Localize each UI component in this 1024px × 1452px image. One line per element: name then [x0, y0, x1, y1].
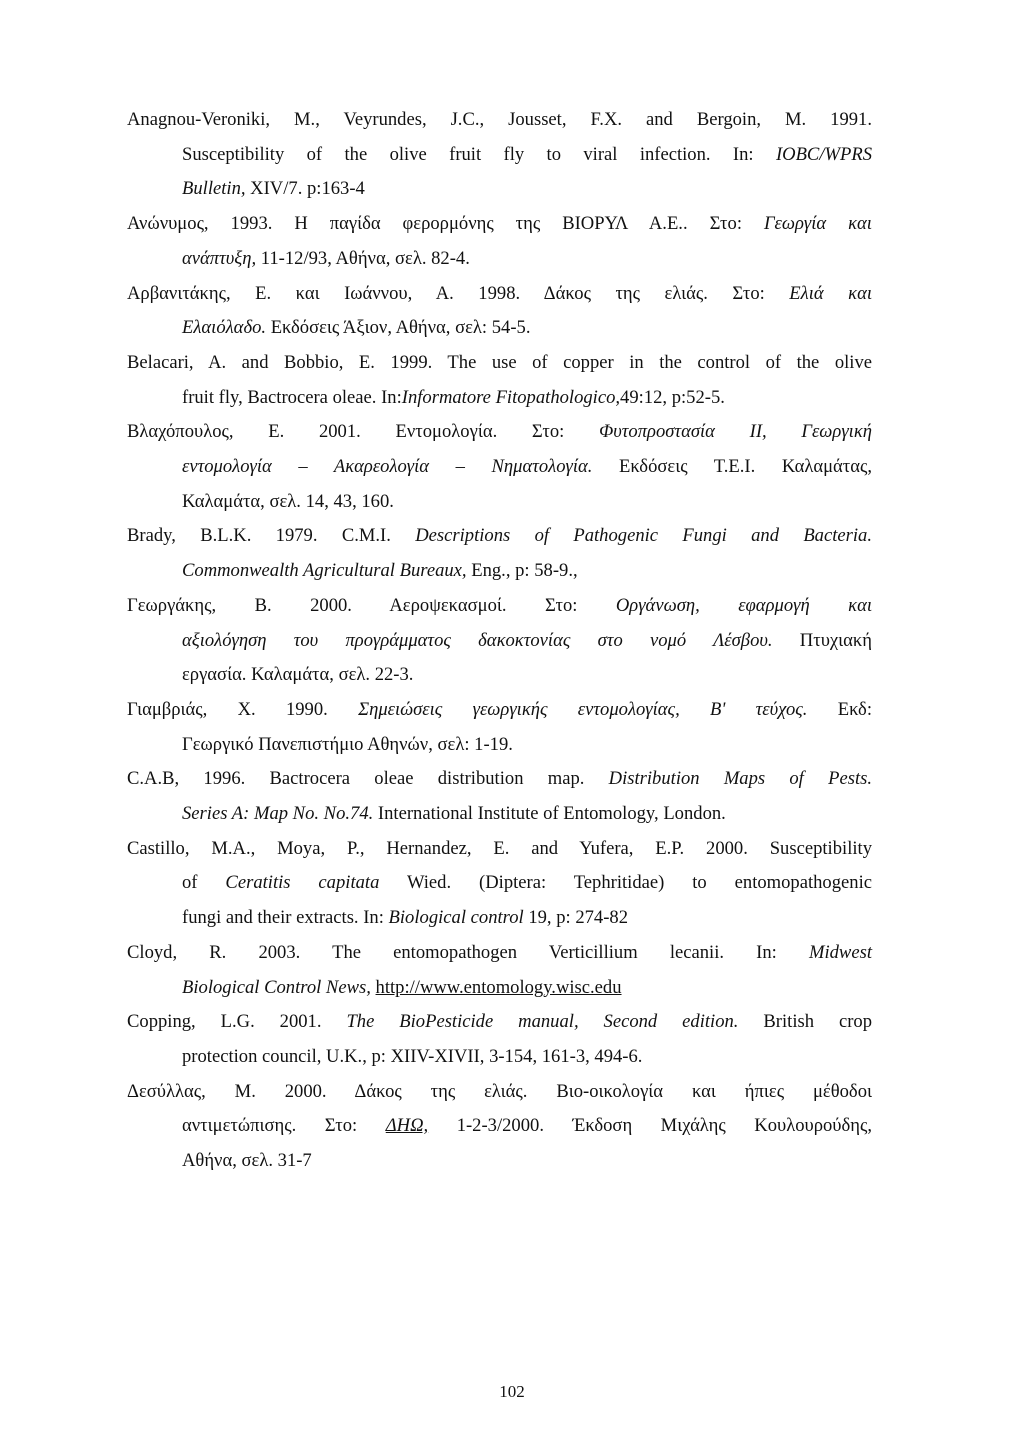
reference-text: 1-2-3/2000. Έκδοση Μιχάλης Κουλουρούδης,: [428, 1115, 872, 1137]
reference-text: Cloyd, R. 2003. The entomopathogen Verticillium lecanii. In:: [127, 941, 809, 963]
reference-entry-desyllas: [127, 1075, 872, 1179]
reference-text: Wied. (Diptera: Tephritidae) to entomopathogenic: [379, 872, 872, 894]
reference-line: [127, 693, 872, 728]
reference-text: Καλαμάτα, σελ. 14, 43, 160.: [182, 490, 394, 512]
reference-entry-copping: [127, 1005, 872, 1074]
reference-text: International Institute of Entomology, London.: [373, 803, 726, 825]
reference-entry-brady: [127, 519, 872, 588]
reference-line: [127, 207, 872, 242]
reference-text: αξιολόγηση του προγράμματος δακοκτονίας στο νομό Λέσβου.: [182, 629, 773, 651]
reference-text: Γεωργικό Πανεπιστήμιο Αθηνών, σελ: 1-19.: [182, 733, 513, 755]
reference-text: Eng., p: 58-9.,: [466, 560, 578, 582]
reference-text: Σημειώσεις γεωργικής εντομολογίας, Β' τεύχος.: [358, 698, 808, 720]
reference-entry-castillo: [127, 832, 872, 936]
reference-entry-anonymous: [127, 207, 872, 276]
reference-line: [127, 138, 872, 173]
reference-text: fungi and their extracts. In:: [182, 907, 389, 929]
reference-text: εργασία. Καλαμάτα, σελ. 22-3.: [182, 664, 414, 686]
reference-text: IOBC/WPRS: [775, 143, 872, 165]
reference-text: The BioPesticide manual, Second edition.: [346, 1011, 739, 1033]
reference-text: 49:12, p:52-5.: [620, 386, 725, 408]
reference-line: [127, 1040, 872, 1075]
reference-text: Γιαμβριάς, Χ. 1990.: [127, 698, 359, 720]
reference-line: [127, 172, 872, 207]
reference-text: αντιμετώπισης. Στο:: [182, 1115, 386, 1137]
reference-line: [127, 1005, 872, 1040]
reference-text: Susceptibility of the olive fruit fly to viral infection. In:: [182, 143, 776, 165]
reference-line: [127, 485, 872, 520]
reference-line: [127, 797, 872, 832]
reference-text: Γεωργία και: [763, 213, 872, 235]
reference-line: [127, 277, 872, 312]
reference-text: Ανώνυμος, 1993. Η παγίδα φερορμόνης της ΒΙΟΡΥΛ Α.Ε.. Στο:: [127, 213, 764, 235]
reference-text: ΔΗΩ,: [385, 1115, 429, 1137]
reference-text: Anagnou-Veroniki, M., Veyrundes, J.C., Jousset, F.X. and Bergoin, M. 1991.: [127, 109, 872, 130]
reference-line: [127, 832, 872, 867]
reference-text: Ceratitis capitata: [225, 872, 380, 894]
reference-text: Commonwealth Agricultural Bureaux,: [182, 560, 467, 582]
reference-entry-anagnou: [127, 103, 872, 207]
reference-text: Descriptions of Pathogenic Fungi and Bacteria.: [415, 525, 872, 547]
reference-line: [127, 103, 872, 138]
reference-text: Φυτοπροστασία ΙΙ, Γεωργική: [599, 421, 872, 443]
reference-line: [127, 450, 872, 485]
reference-entry-cab: [127, 762, 872, 831]
reference-entry-cloyd: [127, 936, 872, 1005]
reference-text: Εκδ:: [807, 698, 872, 720]
reference-text: Copping, L.G. 2001.: [127, 1011, 347, 1033]
reference-entry-belacari: [127, 346, 872, 415]
reference-text: εντομολογία – Ακαρεολογία – Νηματολογία.: [182, 456, 593, 478]
reference-text: 19, p: 274-82: [523, 907, 628, 929]
reference-line: [127, 866, 872, 901]
reference-text: of: [182, 872, 226, 894]
reference-entry-vlachopoulos: [127, 415, 872, 519]
reference-line: [127, 346, 872, 381]
reference-text: XIV/7. p:163-4: [245, 178, 365, 200]
reference-text: Δεσύλλας, Μ. 2000. Δάκος της ελιάς. Βιο-οικολογία και ήπιες μέθοδοι: [127, 1080, 872, 1102]
page-number: 102: [499, 1382, 525, 1401]
reference-text: Πτυχιακή: [772, 629, 872, 651]
reference-entry-arvanitakis: [127, 277, 872, 346]
reference-list: [127, 103, 872, 1179]
reference-entry-georgakis: [127, 589, 872, 693]
reference-text: Αρβανιτάκης, Ε. και Ιωάννου, Α. 1998. Δάκος της ελιάς. Στο:: [127, 282, 790, 304]
reference-line: [127, 658, 872, 693]
reference-text: C.A.B, 1996. Bactrocera oleae distribution map.: [127, 768, 609, 790]
reference-text: protection council, U.K., p: XIIV-XIVII, 3-154, 161-3, 494-6.: [182, 1045, 643, 1067]
reference-text: Αθήνα, σελ. 31-7: [182, 1150, 312, 1172]
reference-line: [127, 242, 872, 277]
reference-text: 11-12/93, Αθήνα, σελ. 82-4.: [256, 247, 470, 269]
reference-line: [127, 311, 872, 346]
reference-text: Βλαχόπουλος, Ε. 2001. Εντομολογία. Στο:: [127, 421, 600, 443]
reference-text: British crop: [738, 1011, 872, 1033]
reference-text: Εκδόσεις Τ.Ε.Ι. Καλαμάτας,: [592, 456, 873, 478]
reference-line: [127, 1075, 872, 1110]
reference-line: [127, 971, 872, 1006]
reference-text: Οργάνωση, εφαρμογή και: [615, 594, 872, 616]
reference-text: Ελαιόλαδο.: [182, 317, 267, 339]
reference-line: [127, 728, 872, 763]
reference-text: Biological control: [388, 907, 524, 929]
reference-text: Midwest: [808, 941, 872, 963]
reference-line: [127, 554, 872, 589]
reference-text: Series A: Map No. No.74.: [182, 803, 374, 825]
reference-text: ανάπτυξη,: [182, 247, 257, 269]
reference-entry-giamvrias: [127, 693, 872, 762]
reference-text: Belacari, A. and Bobbio, E. 1999. The use of copper in the control of the olive: [127, 351, 872, 373]
reference-line: [127, 415, 872, 450]
reference-line: [127, 762, 872, 797]
reference-line: [127, 589, 872, 624]
reference-text: Εκδόσεις Άξιον, Αθήνα, σελ: 54-5.: [266, 317, 531, 339]
reference-text: Biological Control News,: [182, 976, 371, 998]
reference-line: [127, 901, 872, 936]
reference-text: Informatore Fitopathologico,: [401, 386, 621, 408]
reference-text: Γεωργάκης, Β. 2000. Αεροψεκασμοί. Στο:: [127, 594, 616, 616]
reference-text: Distribution Maps of Pests.: [608, 768, 872, 790]
reference-link[interactable]: http://www.entomology.wisc.edu: [375, 976, 622, 998]
reference-line: [127, 624, 872, 659]
reference-text: Ελιά και: [789, 282, 872, 304]
reference-line: [127, 381, 872, 416]
reference-text: fruit fly, Bactrocera oleae. In:: [182, 386, 402, 408]
reference-text: Castillo, M.A., Moya, P., Hernandez, E. and Yufera, E.P. 2000. Susceptibility: [127, 837, 872, 859]
reference-text: Bulletin,: [182, 178, 246, 200]
reference-text: Brady, B.L.K. 1979. C.M.I.: [127, 525, 416, 547]
reference-line: [127, 1144, 872, 1179]
reference-line: [127, 1109, 872, 1144]
reference-line: [127, 936, 872, 971]
reference-line: [127, 519, 872, 554]
